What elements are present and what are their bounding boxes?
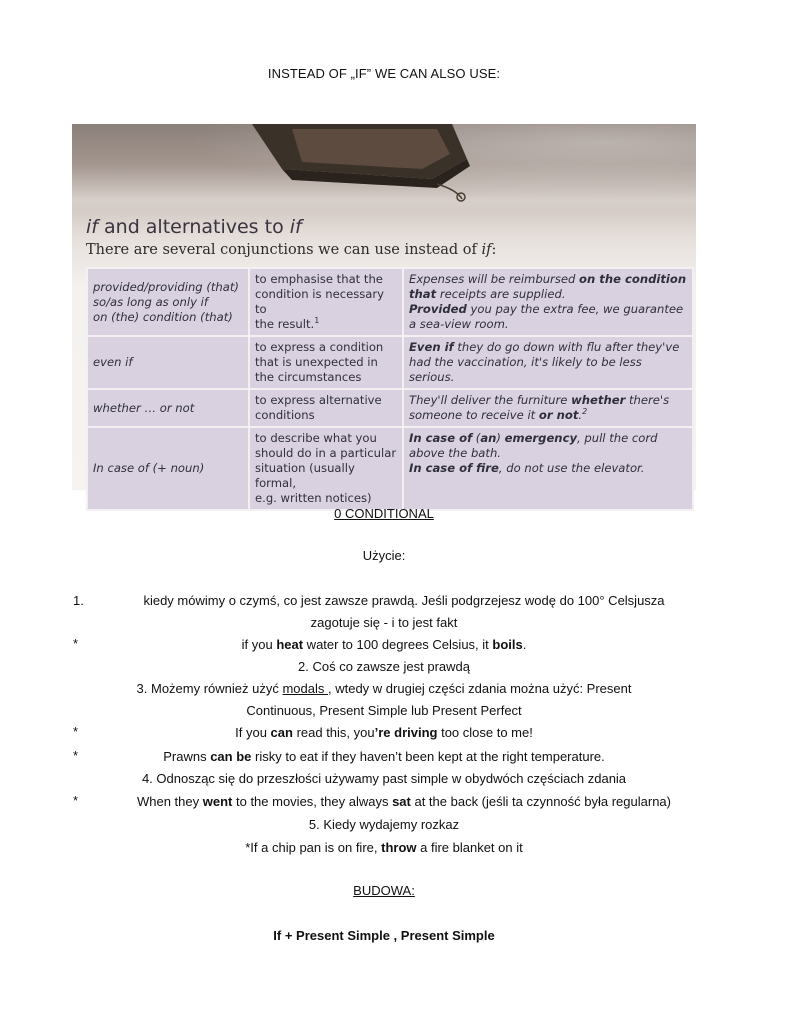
item3-text-cont: Continuous, Present Simple lub Present Perfect [246, 703, 522, 718]
alternatives-table [86, 267, 694, 511]
item3-text: 3. Możemy również użyć modals , wtedy w drugiej części zdania można użyć: Present [136, 681, 632, 696]
table-row [87, 389, 693, 427]
conjunction-cell: provided/providing (that) so/as long as only if on (the) condition (that) [87, 268, 249, 336]
bullet-star: * [73, 748, 79, 763]
page-title: INSTEAD OF „IF” WE CAN ALSO USE: [267, 66, 501, 81]
budowa-heading: BUDOWA: [353, 883, 415, 898]
section-heading-zero-conditional: 0 CONDITIONAL [334, 506, 434, 521]
conjunction-cell: whether … or not [87, 389, 249, 427]
conjunction-cell: even if [87, 336, 249, 389]
structure-formula: If + Present Simple , Present Simple [273, 928, 495, 943]
usage-cell: to emphasise that the condition is necessary to the result.$^1$ [249, 268, 403, 336]
example-cell: In case of (an) emergency, pull the cord above the bath. In case of fire, do not use the elevator. [403, 427, 693, 510]
table-row [87, 268, 693, 336]
bullet-star: * [73, 793, 79, 808]
example-heat: if you heat water to 100 degrees Celsius, it boils. [241, 637, 527, 652]
item2-text: 2. Coś co zawsze jest prawdą [298, 659, 470, 674]
example-cell: Expenses will be reimbursed on the condition that receipts are supplied. Provided you pay the extra fee, we guarantee a sea-view room. [403, 268, 693, 336]
table-row [87, 427, 693, 510]
usage-cell: to express a condition that is unexpected in the circumstances [249, 336, 403, 389]
textbook-image [72, 124, 696, 505]
panel-heading: if and alternatives to if [86, 216, 302, 238]
bullet-star: * [73, 636, 79, 651]
conjunction-cell: In case of (+ noun) [87, 427, 249, 510]
example-cell: They'll deliver the furniture whether there's someone to receive it or not.$^2$ [403, 389, 693, 427]
boat-illustration [222, 124, 552, 214]
example-driving: If you can read this, you’re driving too close to me! [235, 725, 533, 740]
item1-text: kiedy mówimy o czymś, co jest zawsze prawdą. Jeśli podgrzejesz wodę do 100° Celsjusza [143, 593, 665, 608]
example-chip-pan: *If a chip pan is on fire, throw a fire blanket on it [245, 840, 523, 855]
panel-subtitle: There are several conjunctions we can use instead of if: [86, 242, 497, 258]
item1-number: 1. [73, 593, 84, 608]
example-prawns: Prawns can be risky to eat if they haven’t been kept at the right temperature. [163, 749, 605, 764]
table-row [87, 336, 693, 389]
usage-heading: Użycie: [362, 548, 406, 563]
example-cell: Even if they do go down with flu after they've had the vaccination, it's likely to be less serious. [403, 336, 693, 389]
usage-cell: to express alternative conditions [249, 389, 403, 427]
item4-text: 4. Odnosząc się do przeszłości używamy past simple w obydwóch częściach zdania [141, 771, 627, 786]
item5-text: 5. Kiedy wydajemy rozkaz [308, 817, 460, 832]
usage-cell: to describe what you should do in a particular situation (usually formal, e.g. written notices) [249, 427, 403, 510]
example-movies: When they went to the movies, they always sat at the back (jeśli ta czynność była regularna) [136, 794, 671, 809]
item1-text-cont: zagotuje się - i to jest fakt [310, 615, 458, 630]
bullet-star: * [73, 724, 79, 739]
